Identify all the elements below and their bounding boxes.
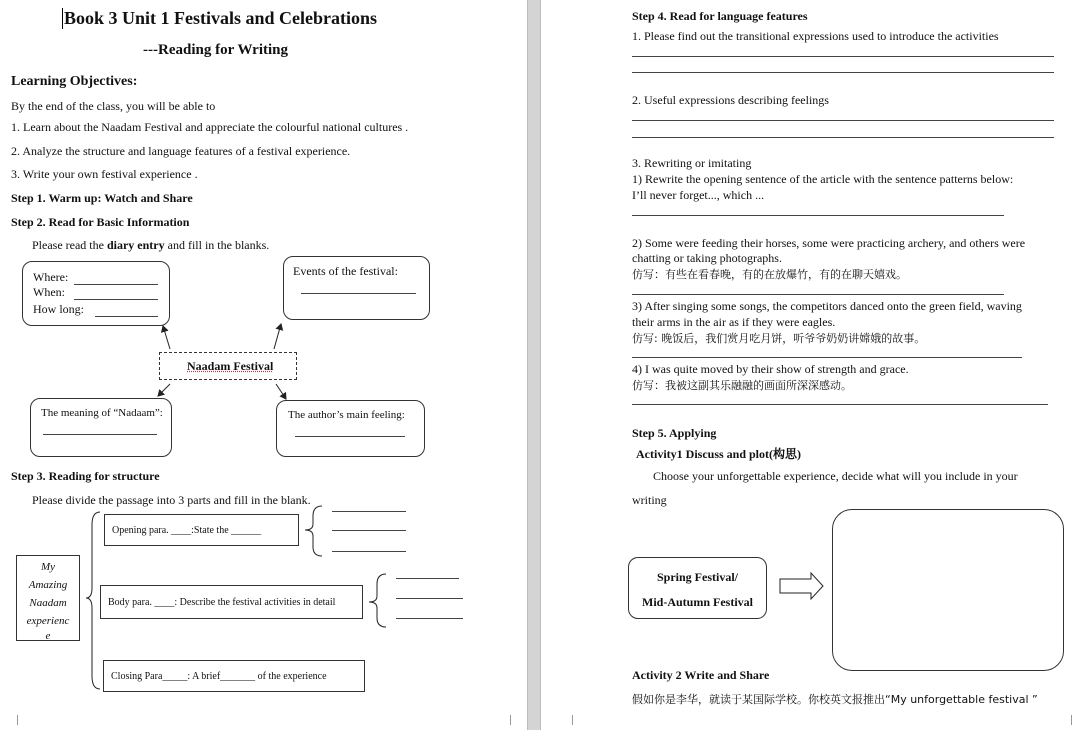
objective-3: 3. Write your own festival experience .	[11, 167, 198, 181]
question-3-3-line1: 3) After singing some songs, the competitors danced onto the green field, waving	[632, 299, 1022, 313]
question-3-4-line1: 4) I was quite moved by their show of strength and grace.	[632, 362, 909, 376]
question-2: 2. Useful expressions describing feelings	[632, 93, 829, 107]
structure-title-line4: experienc	[26, 615, 70, 627]
activity2-heading: Activity 2 Write and Share	[632, 668, 770, 682]
question-1: 1. Please find out the transitional expressions used to introduce the activities	[632, 29, 999, 43]
left-page	[0, 0, 527, 730]
objectives-heading: Learning Objectives:	[11, 74, 138, 89]
opening-para-label: Opening para. ____:State the ______	[112, 525, 262, 536]
activity1-heading: Activity1 Discuss and plot(构思)	[636, 447, 802, 461]
structure-title-line1: My	[40, 561, 56, 573]
question-3-2-line2: chatting or taking photographs.	[632, 251, 782, 265]
structure-title-line5: e	[45, 630, 51, 639]
question-3-4-imitate: 仿写：我被这副其乐融融的画面所深深感动。	[632, 379, 852, 392]
diagram-connectors	[0, 0, 527, 730]
question-3: 3. Rewriting or imitating	[632, 156, 752, 170]
step1-heading: Step 1. Warm up: Watch and Share	[11, 191, 193, 205]
step3-heading: Step 3. Reading for structure	[11, 469, 160, 483]
step4-heading: Step 4. Read for language features	[632, 9, 808, 23]
objectives-intro: By the end of the class, you will be able to	[11, 99, 216, 113]
when-label: When:	[33, 285, 65, 299]
question-3-1: 1) Rewrite the opening sentence of the article with the sentence patterns below:	[632, 172, 1014, 186]
step5-heading: Step 5. Applying	[632, 426, 717, 440]
feeling-label: The author’s main feeling:	[288, 409, 405, 421]
naadam-center-label: Naadam Festival	[187, 359, 274, 373]
closing-para-label: Closing Para_____: A brief_______ of the experience	[111, 671, 327, 682]
step2-instruction: Please read the diary entry and fill in the blanks.	[32, 238, 270, 252]
question-3-3-imitate: 仿写: 晚饭后，我们赏月吃月饼，听爷爷奶奶讲嫦娥的故事。	[632, 332, 926, 345]
structure-title-line3: Naadam	[29, 597, 67, 609]
how-long-label: How long:	[33, 302, 84, 316]
structure-title-line2: Amazing	[28, 579, 68, 591]
meaning-label: The meaning of “Nadaam”:	[41, 407, 163, 419]
festival-label-line2: Mid-Autumn Festival	[642, 595, 753, 609]
question-3-2-line1: 2) Some were feeding their horses, some were practicing archery, and others were	[632, 236, 1026, 250]
question-3-3-line2: their arms in the air as if they were eagles.	[632, 315, 836, 329]
choose-line1: Choose your unforgettable experience, decide what will you include in your	[653, 469, 1018, 483]
festival-label-line1: Spring Festival/	[656, 570, 738, 584]
events-label: Events of the festival:	[293, 264, 398, 278]
step2-heading: Step 2. Read for Basic Information	[11, 215, 190, 229]
question-3-2-imitate: 仿写：有些在看春晚，有的在放爆竹，有的在聊天嬉戏。	[632, 268, 907, 281]
body-para-label: Body para. ____: Describe the festival activities in detail	[108, 597, 336, 608]
objective-2: 2. Analyze the structure and language features of a festival experience.	[11, 144, 351, 158]
document-subtitle: ---Reading for Writing	[143, 42, 288, 58]
document-title[interactable]: Book 3 Unit 1 Festivals and Celebrations	[64, 8, 378, 28]
choose-line2: writing	[632, 493, 667, 507]
objective-1: 1. Learn about the Naadam Festival and appreciate the colourful national cultures .	[11, 120, 409, 134]
plot-writing-area[interactable]	[832, 509, 1064, 671]
question-3-1-pattern: I’ll never forget..., which ...	[632, 188, 765, 202]
writing-prompt: 假如你是李华，就读于某国际学校。你校英文报推出“My unforgettable festival ”	[632, 693, 1038, 706]
page-gutter	[527, 0, 541, 730]
where-label: Where:	[33, 270, 69, 284]
step3-instruction: Please divide the passage into 3 parts and fill in the blank.	[32, 493, 311, 507]
right-page	[541, 0, 1080, 730]
